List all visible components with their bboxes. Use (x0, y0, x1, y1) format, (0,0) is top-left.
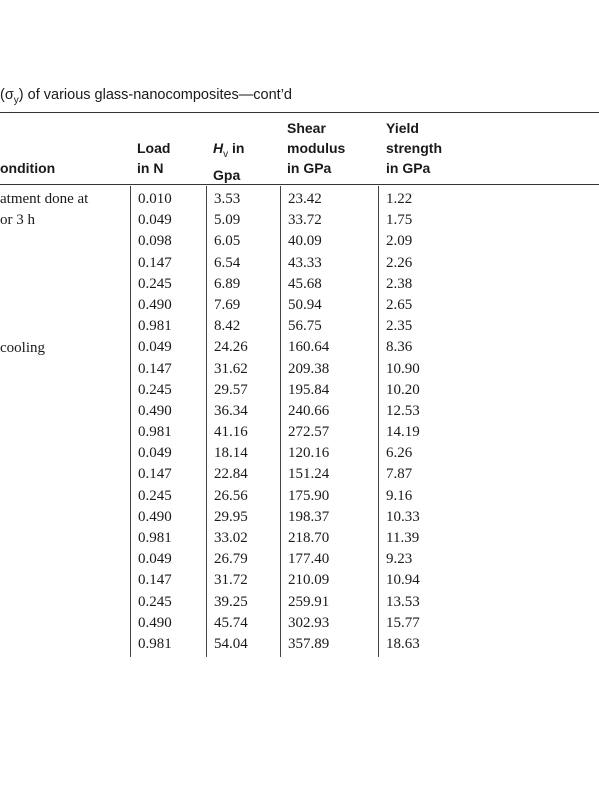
cell-shear: 45.68 (288, 275, 322, 292)
cell-shear: 218.70 (288, 530, 330, 546)
header-shear-line3: in GPa (287, 160, 332, 176)
header-shear-line1: Shear (287, 120, 326, 136)
header-hv-symbol: H (213, 140, 224, 156)
cell-load: 0.049 (138, 339, 172, 356)
header-hv-subscript: v (223, 148, 229, 160)
caption-prefix: (σ (0, 87, 14, 103)
column-hv-values (214, 189, 248, 655)
cell-hv: 6.54 (214, 254, 241, 271)
cell-hv: 29.57 (214, 381, 248, 398)
cell-hv: 36.34 (214, 402, 248, 419)
cell-hv: 5.09 (214, 212, 241, 229)
header-condition (0, 158, 55, 178)
column-shear-values (288, 189, 329, 655)
cell-hv: 54.04 (214, 635, 248, 652)
cell-hv: 7.69 (214, 296, 241, 313)
cell-yield: 12.53 (386, 402, 420, 419)
cell-load: 0.490 (138, 508, 172, 525)
cell-yield: 9.23 (386, 551, 413, 568)
cell-shear: 43.33 (288, 254, 322, 271)
header-load-line2: in N (137, 160, 164, 176)
cell-hv: 29.95 (214, 508, 248, 525)
cell-shear: 175.90 (288, 487, 330, 504)
condition-text-1: atment done at (0, 191, 89, 207)
header-rule (0, 184, 599, 185)
cell-shear: 259.91 (288, 593, 330, 610)
cell-load: 0.098 (138, 233, 172, 250)
header-hv-line1 (213, 138, 244, 165)
cell-load: 0.147 (138, 360, 172, 377)
cell-shear: 151.24 (288, 466, 330, 483)
cell-load: 0.981 (138, 530, 172, 546)
column-divider-shear (280, 186, 281, 657)
cell-shear: 272.57 (288, 424, 330, 441)
cell-yield: 1.75 (386, 212, 413, 229)
cell-hv: 24.26 (214, 339, 248, 356)
column-load-values (138, 189, 172, 655)
cell-load: 0.490 (138, 402, 172, 419)
cell-shear: 240.66 (288, 402, 330, 419)
cell-load: 0.049 (138, 445, 172, 462)
cell-yield: 18.63 (386, 635, 420, 652)
header-yield-line3: in GPa (386, 160, 431, 176)
cell-load: 0.245 (138, 381, 172, 398)
cell-yield: 15.77 (386, 614, 420, 631)
cell-load: 0.147 (138, 572, 172, 589)
cell-load: 0.490 (138, 614, 172, 631)
cell-shear: 210.09 (288, 572, 330, 589)
cell-hv: 8.42 (214, 318, 241, 335)
header-yield-line1: Yield (386, 120, 419, 136)
cell-yield: 9.16 (386, 487, 413, 504)
cell-yield: 2.26 (386, 254, 413, 271)
cell-shear: 40.09 (288, 233, 322, 250)
cell-load: 0.147 (138, 466, 172, 483)
cell-hv: 31.72 (214, 572, 248, 589)
header-shear-line2: modulus (287, 140, 346, 156)
cell-load: 0.049 (138, 551, 172, 568)
cell-shear: 23.42 (288, 191, 322, 207)
cell-load: 0.245 (138, 487, 172, 504)
header-load-line1: Load (137, 140, 171, 156)
header-hv (213, 138, 244, 185)
cell-load: 0.049 (138, 212, 172, 229)
cell-load: 0.147 (138, 254, 172, 271)
cell-shear: 50.94 (288, 296, 322, 313)
cell-hv: 33.02 (214, 530, 248, 546)
header-hv-rest: in (228, 140, 245, 156)
cell-yield: 10.94 (386, 572, 420, 589)
cell-load: 0.981 (138, 424, 172, 441)
cell-yield: 14.19 (386, 424, 420, 441)
top-rule (0, 112, 599, 113)
cell-shear: 357.89 (288, 635, 330, 652)
cell-yield: 10.20 (386, 381, 420, 398)
condition-text-2: or 3 h (0, 212, 35, 228)
cell-yield: 10.90 (386, 360, 420, 377)
header-shear (287, 118, 345, 178)
cell-yield: 10.33 (386, 508, 420, 525)
cell-yield: 2.09 (386, 233, 413, 250)
cell-load: 0.981 (138, 318, 172, 335)
cell-load: 0.490 (138, 296, 172, 313)
cell-yield: 1.22 (386, 191, 413, 207)
cell-shear: 198.37 (288, 508, 330, 525)
cell-yield: 13.53 (386, 593, 420, 610)
table-caption (0, 87, 292, 106)
caption-subscript: y (13, 94, 19, 106)
cell-hv: 45.74 (214, 614, 248, 631)
cell-hv: 18.14 (214, 445, 248, 462)
cell-yield: 2.35 (386, 318, 413, 335)
cell-hv: 6.89 (214, 275, 241, 292)
cell-load: 0.981 (138, 635, 172, 652)
cell-yield: 8.36 (386, 339, 413, 356)
cell-hv: 39.25 (214, 593, 248, 610)
cell-shear: 33.72 (288, 212, 322, 229)
header-hv-unit: Gpa (213, 166, 241, 183)
cell-shear: 195.84 (288, 381, 330, 398)
cell-hv: 26.56 (214, 487, 248, 504)
column-yield-values (386, 189, 420, 655)
cell-shear: 120.16 (288, 445, 330, 462)
cell-shear: 160.64 (288, 339, 330, 356)
condition-text-3: cooling (0, 340, 45, 356)
cell-yield: 11.39 (386, 530, 420, 546)
cell-shear: 177.40 (288, 551, 330, 568)
cell-shear: 209.38 (288, 360, 330, 377)
header-load (137, 138, 170, 178)
cell-hv: 3.53 (214, 191, 241, 207)
cell-load: 0.245 (138, 593, 172, 610)
cell-load: 0.010 (138, 191, 172, 207)
cell-hv: 22.84 (214, 466, 248, 483)
cell-hv: 31.62 (214, 360, 248, 377)
cell-hv: 6.05 (214, 233, 241, 250)
cell-load: 0.245 (138, 275, 172, 292)
column-divider-hv (206, 186, 207, 657)
cell-shear: 302.93 (288, 614, 330, 631)
cell-shear: 56.75 (288, 318, 322, 335)
cell-hv: 26.79 (214, 551, 248, 568)
column-divider-load (130, 186, 131, 657)
header-yield-line2: strength (386, 140, 442, 156)
cell-yield: 2.65 (386, 296, 413, 313)
cell-yield: 6.26 (386, 445, 413, 462)
cell-hv: 41.16 (214, 424, 248, 441)
cell-yield: 2.38 (386, 275, 413, 292)
header-condition-text: ondition (0, 160, 56, 176)
cell-yield: 7.87 (386, 466, 413, 483)
column-divider-yield (378, 186, 379, 657)
header-yield (386, 118, 442, 178)
caption-suffix: ) of various glass-nanocomposites—cont’d (18, 87, 292, 103)
